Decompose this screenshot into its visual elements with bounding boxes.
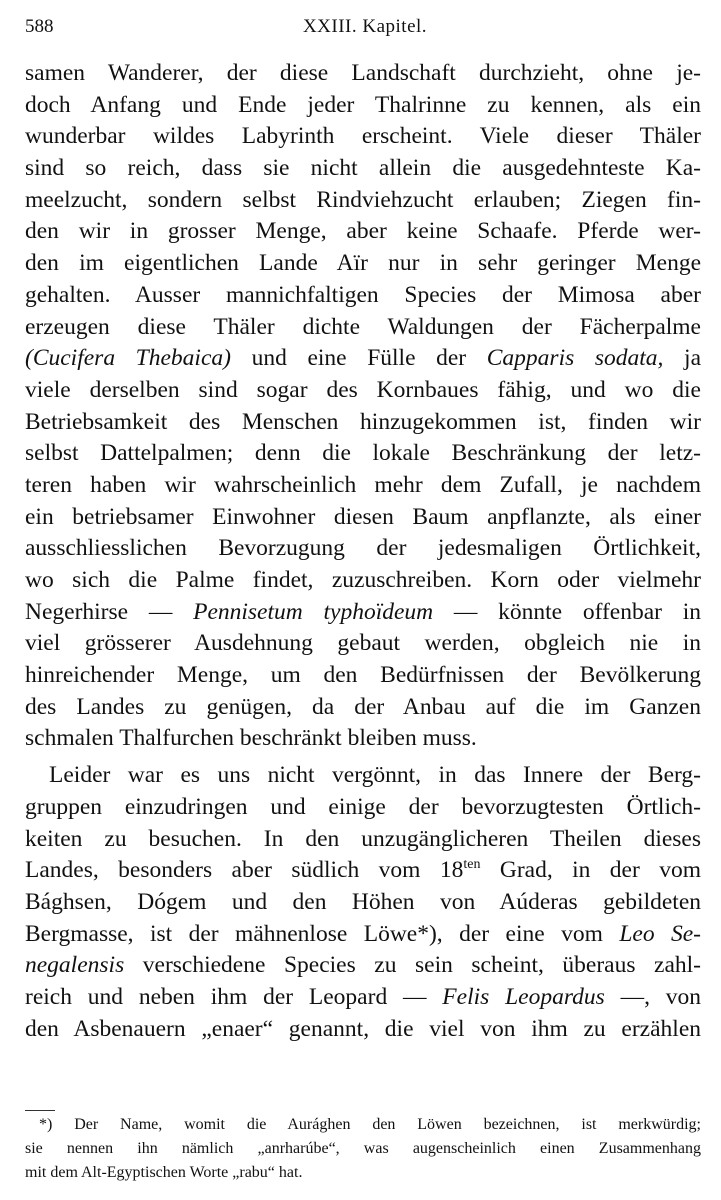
superscript: ten <box>463 857 481 873</box>
paragraph-2 <box>25 760 701 1045</box>
text-line: Bergmasse, ist der mähnenlose Löwe*), der eine vom Leo Se- <box>25 920 701 947</box>
text-line: (Cucifera Thebaica) und eine Fülle der Capparis sodata, ja <box>25 345 701 372</box>
running-title: XXIII. Kapitel. <box>302 16 428 37</box>
text-line: den wir in grosser Menge, aber keine Schaafe. Pferde wer- <box>25 218 701 245</box>
footnote-line: *) Der Name, womit die Aurághen den Löwen bezeichnen, ist merkwürdig; <box>39 1116 701 1133</box>
footnote-rule <box>25 1110 55 1111</box>
text-line: den Asbenauern „enaer“ genannt, die viel von ihm zu erzählen <box>25 1015 701 1042</box>
species-name: Pennisetum typhoïdeum <box>193 598 434 625</box>
body-text <box>25 58 701 1045</box>
text-line: Betriebsamkeit des Menschen hinzugekommen ist, finden wir <box>25 408 701 435</box>
text-line: reich und neben ihm der Leopard — Felis Leopardus —, von <box>25 983 701 1010</box>
footnote-line: sie nennen ihn nämlich „anrharúbe“, was augenscheinlich einen Zusammenhang <box>25 1140 701 1157</box>
text-line: wunderbar wildes Labyrinth erscheint. Viele dieser Thäler <box>25 123 701 150</box>
text-line: Landes, besonders aber südlich vom $18^{ten}$ Grad, in der vom <box>25 857 701 884</box>
text-line: hinreichender Menge, um den Bedürfnissen der Bevölkerung <box>25 662 701 689</box>
text-line: meelzucht, sondern selbst Rindviehzucht erlauben; Ziegen fin- <box>25 186 701 213</box>
text-line: keiten zu besuchen. In den unzugänglicheren Theilen dieses <box>25 825 701 852</box>
footnote <box>25 1113 701 1185</box>
text-line: ein betriebsamer Einwohner diesen Baum anpflanzte, als einer <box>25 503 701 530</box>
text-line: gehalten. Ausser mannichfaltigen Species der Mimosa aber <box>25 281 701 308</box>
text-line: viel grösserer Ausdehnung gebaut werden, obgleich nie in <box>25 630 701 657</box>
text-line: negalensis verschiedene Species zu sein scheint, überaus zahl- <box>25 952 701 979</box>
species-name: Capparis sodata, <box>486 345 664 372</box>
text-line: des Landes zu genügen, da der Anbau auf die im Ganzen <box>25 693 701 720</box>
text-line: teren haben wir wahrscheinlich mehr dem Zufall, je nachdem <box>25 471 701 498</box>
species-name: Felis Leopardus <box>442 983 605 1010</box>
text-line: Bághsen, Dógem und den Höhen von Aúderas gebildeten <box>25 888 701 915</box>
text-line: wo sich die Palme findet, zuzuschreiben. Korn oder vielmehr <box>25 567 701 593</box>
species-name: Leo Se- <box>619 920 701 947</box>
text-line: ausschliesslichen Bevorzugung der jedesmaligen Örtlichkeit, <box>25 535 701 562</box>
paragraph-1 <box>25 58 701 755</box>
text-line: doch Anfang und Ende jeder Thalrinne zu kennen, als ein <box>25 91 701 118</box>
page-header <box>25 16 705 46</box>
text-line: samen Wanderer, der diese Landschaft durchzieht, ohne je- <box>25 60 701 86</box>
page-number: 588 <box>25 16 54 37</box>
text-line: erzeugen diese Thäler dichte Waldungen der Fächerpalme <box>25 313 701 340</box>
footnote-line: mit dem Alt-Egyptischen Worte „rabu“ hat. <box>25 1164 303 1181</box>
text-line: schmalen Thalfurchen beschränkt bleiben muss. <box>25 725 477 752</box>
text-line: Leider war es uns nicht vergönnt, in das Innere der Berg- <box>49 762 701 789</box>
text-line: sind so reich, dass sie nicht allein die ausgedehnteste Ka- <box>25 155 701 182</box>
text-line: Negerhirse — Pennisetum typhoïdeum — könnte offenbar in <box>25 598 702 625</box>
species-name: negalensis <box>25 952 125 979</box>
text-line: gruppen einzudringen und einige der bevorzugtesten Örtlich- <box>25 793 701 820</box>
text-line: viele derselben sind sogar des Kornbaues fähig, und wo die <box>25 376 701 403</box>
species-name: (Cucifera Thebaica) <box>25 345 231 372</box>
text-line: den im eigentlichen Lande Aïr nur in sehr geringer Menge <box>25 250 701 277</box>
text-line: selbst Dattelpalmen; denn die lokale Beschränkung der letz- <box>25 440 701 467</box>
